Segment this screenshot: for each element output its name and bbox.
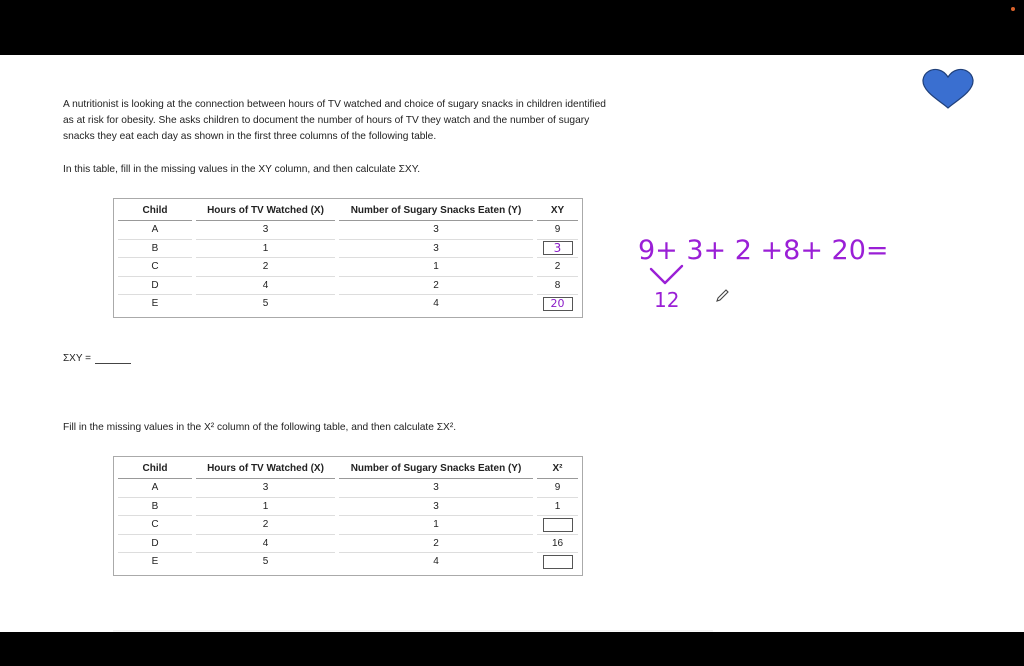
cell-child: B: [118, 240, 192, 259]
cell-y: 1: [339, 258, 533, 277]
cell-y: 3: [339, 221, 533, 240]
table-row: [118, 498, 578, 517]
handwritten-annotation: [620, 225, 890, 315]
col-y: Number of Sugary Snacks Eaten (Y): [339, 459, 533, 479]
col-child: Child: [118, 459, 192, 479]
x-squared-input-c[interactable]: [543, 518, 573, 532]
cell-child: C: [118, 258, 192, 277]
cell-x: 5: [262, 298, 269, 310]
instruction-x-squared: Fill in the missing values in the X² column of the following table, and then calculate ΣX².: [63, 422, 457, 433]
cell-child: A: [118, 221, 192, 240]
cell-y: 1: [339, 516, 533, 535]
handwritten-subtotal: 12: [654, 288, 680, 312]
table-row: [118, 277, 578, 296]
table-header-row: [118, 201, 578, 221]
cell-xy: 8: [537, 277, 578, 296]
xy-answer-input-b[interactable]: 3: [543, 241, 573, 255]
col-x: Hours of TV Watched (X): [196, 459, 335, 479]
x-squared-table: [113, 456, 583, 576]
pen-cursor-icon: [717, 290, 728, 301]
cell-y: 3: [339, 498, 533, 517]
cell-y: 4: [433, 556, 439, 568]
cell-xy: 9: [537, 221, 578, 240]
cell-child: B: [118, 498, 192, 517]
table-row: [118, 553, 578, 571]
col-y: Number of Sugary Snacks Eaten (Y): [339, 201, 533, 221]
table-row: [118, 535, 578, 554]
cell-child: E: [151, 556, 159, 568]
table-row: [118, 240, 578, 259]
x-squared-input-e[interactable]: [543, 555, 573, 569]
cell-x: 2: [196, 516, 335, 535]
bottom-bar: [0, 632, 1024, 666]
col-x: Hours of TV Watched (X): [196, 201, 335, 221]
table-row: [118, 516, 578, 535]
cell-y: 2: [339, 277, 533, 296]
table-row: [118, 221, 578, 240]
sum-xy-input[interactable]: [95, 353, 131, 364]
table-header-row: [118, 459, 578, 479]
cell-x: 3: [196, 221, 335, 240]
cell-x: 4: [196, 277, 335, 296]
cell-x: 1: [196, 240, 335, 259]
worksheet-page: [0, 55, 1024, 632]
sum-xy-row: [63, 353, 131, 364]
cell-x-squared: 16: [537, 535, 578, 554]
cell-x: 5: [262, 556, 269, 568]
col-x-squared: X²: [537, 459, 578, 479]
xy-answer-input-e[interactable]: 20: [543, 297, 573, 311]
cell-x: 3: [196, 479, 335, 498]
status-dot: [1011, 7, 1015, 11]
cell-y: 3: [339, 479, 533, 498]
col-xy: XY: [537, 201, 578, 221]
cell-x: 4: [196, 535, 335, 554]
cell-x: 1: [196, 498, 335, 517]
check-mark-icon: [651, 266, 682, 283]
cell-child: C: [118, 516, 192, 535]
instruction-xy: In this table, fill in the missing values in the XY column, and then calculate ΣXY.: [63, 164, 421, 175]
cell-y: 4: [433, 298, 439, 310]
sum-xy-label: ΣXY =: [63, 353, 91, 364]
cell-x: 2: [196, 258, 335, 277]
col-child: Child: [118, 201, 192, 221]
xy-table: [113, 198, 583, 318]
top-bar: [0, 0, 1024, 55]
table-row: [118, 479, 578, 498]
cell-child: A: [118, 479, 192, 498]
cell-xy: 2: [537, 258, 578, 277]
cell-y: 2: [339, 535, 533, 554]
table-row: [118, 295, 578, 313]
cell-y: 3: [339, 240, 533, 259]
handwritten-equation: 9+ 3+ 2 +8+ 20=: [638, 235, 889, 266]
cell-child: E: [151, 298, 159, 310]
problem-intro: A nutritionist is looking at the connection between hours of TV watched and choice of sugary snacks in children identified as at risk for obesity. She asks children to document the number of hours of TV they watch and the number of sugary snacks they eat each day as shown in the first three columns of the following table.: [63, 99, 606, 142]
table-row: [118, 258, 578, 277]
heart-icon[interactable]: [920, 68, 976, 110]
cell-x-squared: 9: [537, 479, 578, 498]
cell-child: D: [118, 277, 192, 296]
cell-x-squared: 1: [537, 498, 578, 517]
cell-child: D: [118, 535, 192, 554]
